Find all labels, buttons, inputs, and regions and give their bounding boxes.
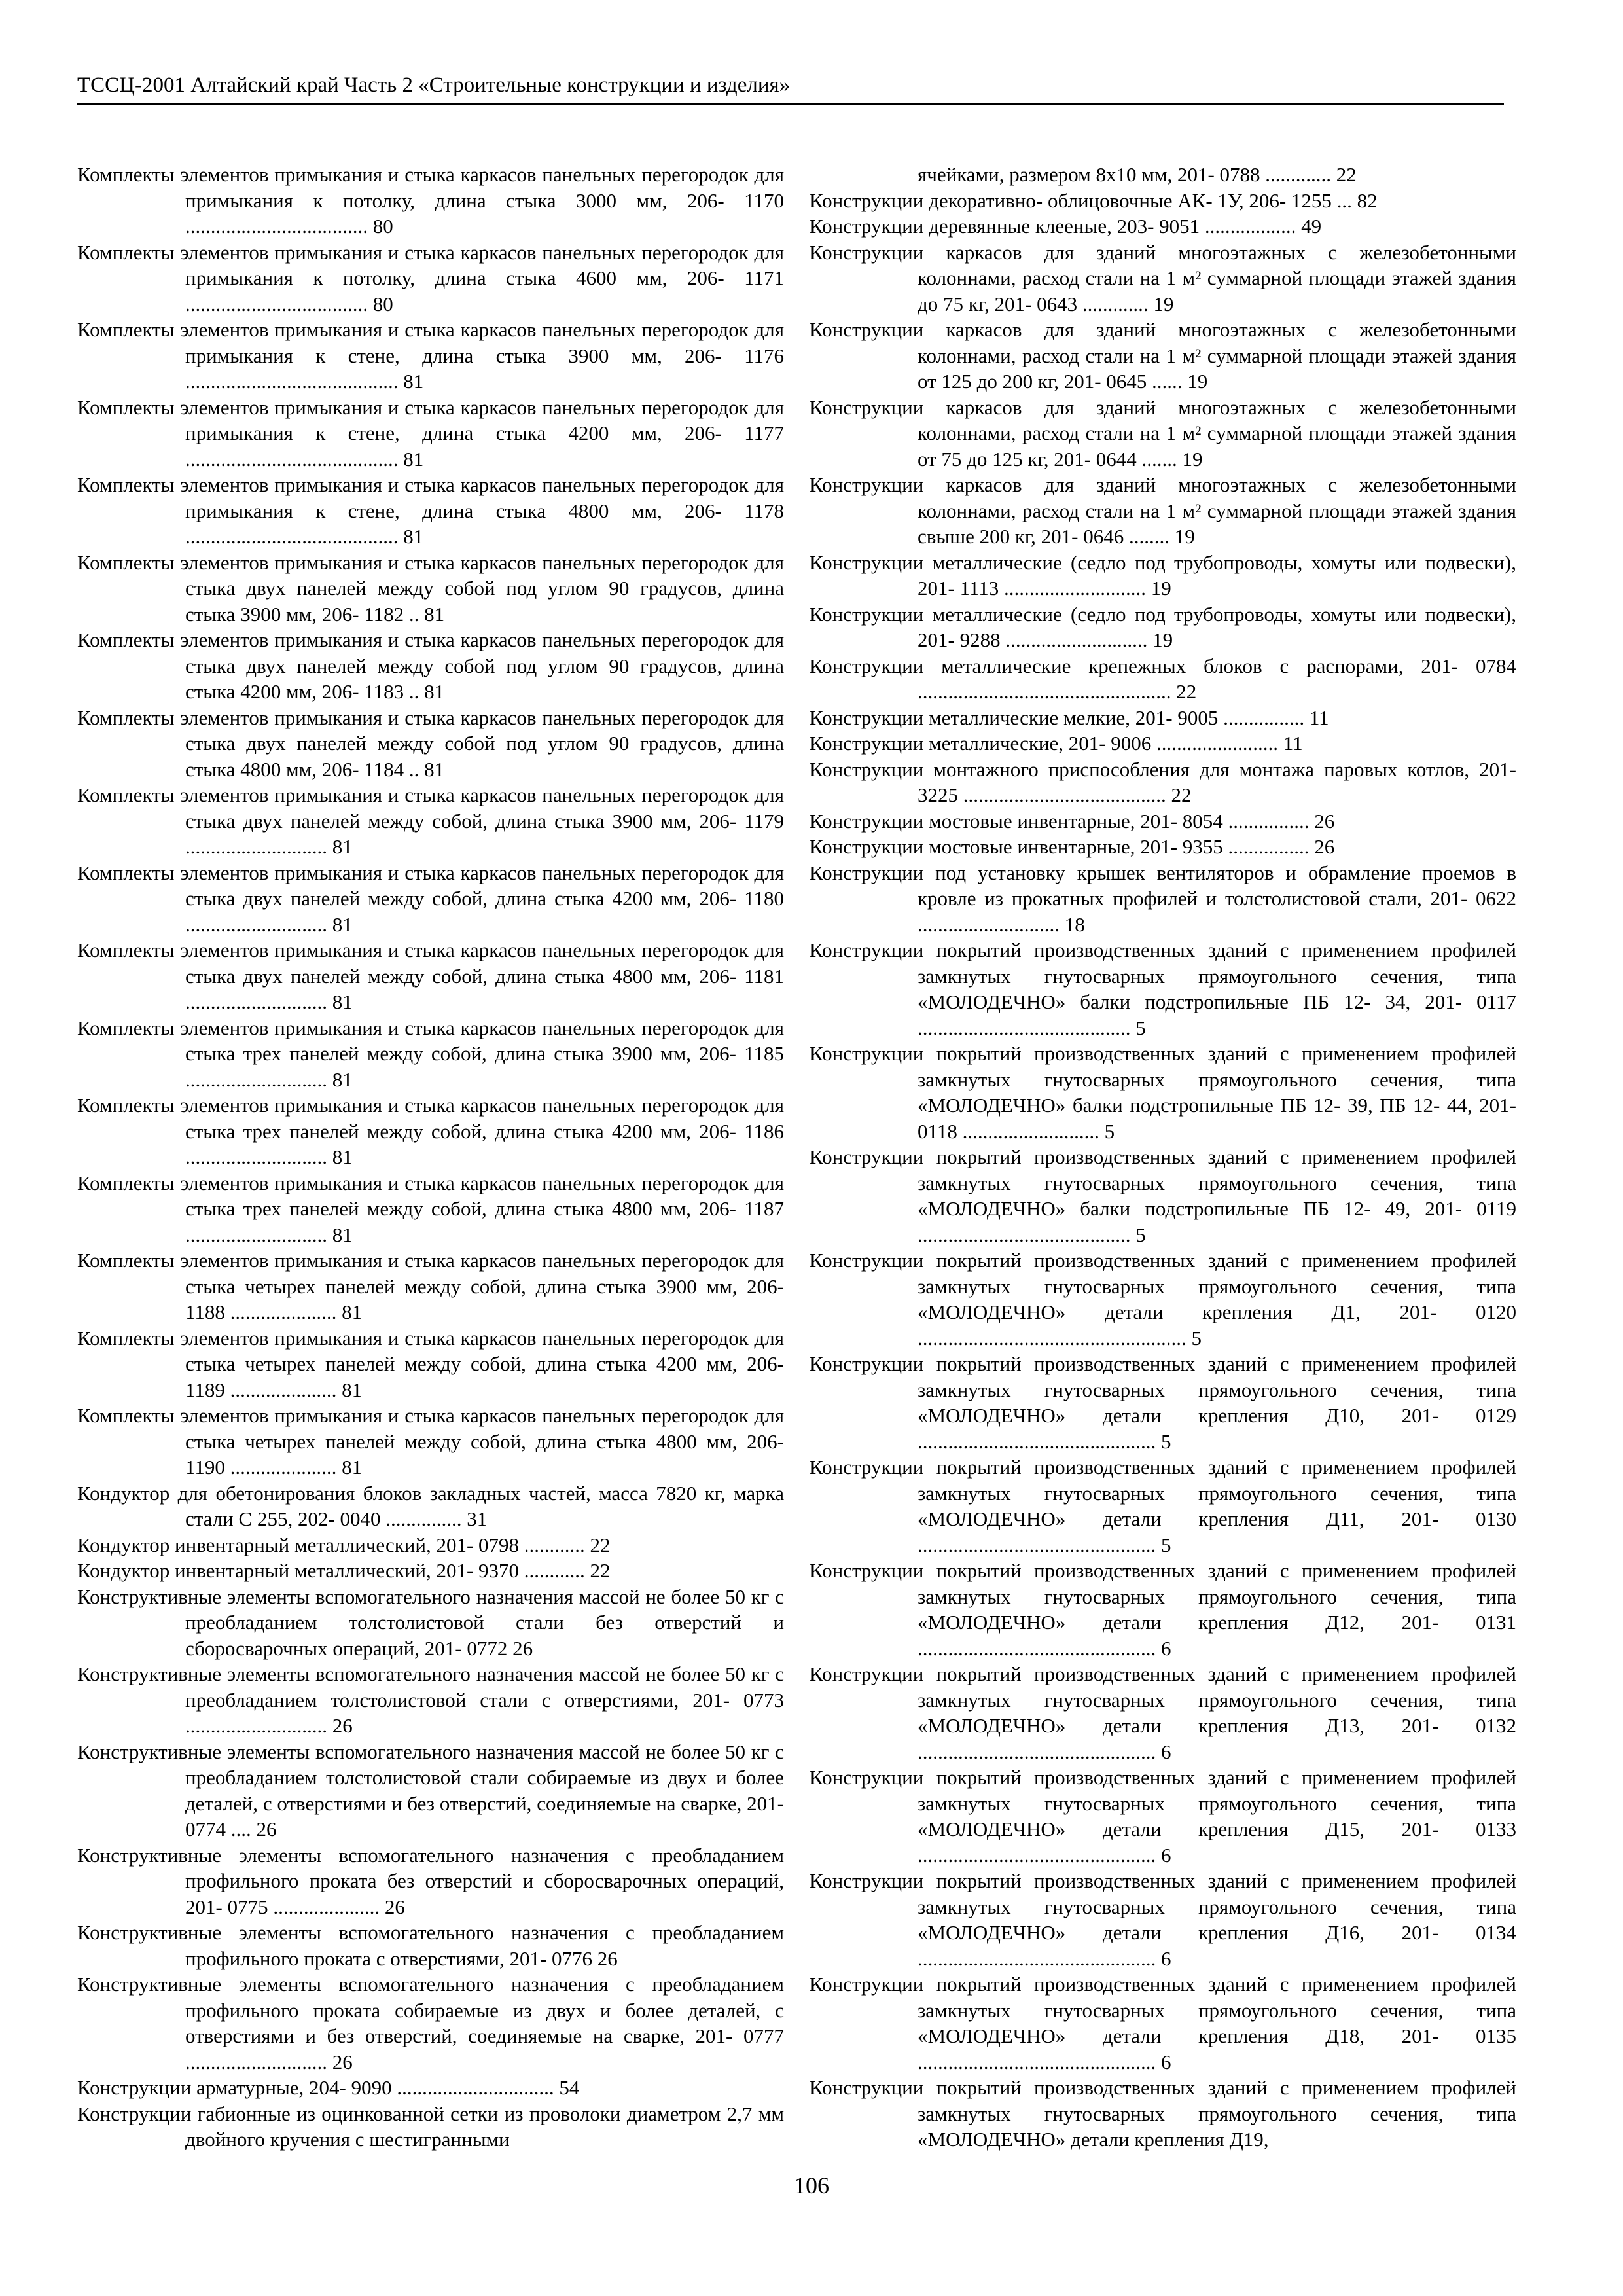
index-entry: Конструкции мостовые инвентарные, 201- 8054 ................ 26 <box>810 809 1335 833</box>
index-entry: Конструкции покрытий производственных зданий с применением профилей замкнутых гнутосварных прямоугольного сечения, типа «МОЛОДЕЧНО» детали крепления Д16, 201- 0134 ............................................... 6 <box>810 1869 1516 1970</box>
index-entry-continuation: ячейками, размером 8х10 мм, 201- 0788 ............. 22 <box>918 163 1357 186</box>
index-entry: Конструкции каркасов для зданий многоэтажных с железобетонными колоннами, расход стали на 1 м² суммарной площади этажей здания от 125 до 200 кг, 201- 0645 ...... 19 <box>810 318 1516 393</box>
page-header <box>77 65 1504 105</box>
index-entry: Конструктивные элементы вспомогательного назначения с преобладанием профильного проката собираемые из двух и более деталей, с отверстиями и без отверстий, соединяемые на сварке, 201- 0777 ............................ 26 <box>77 1973 784 2073</box>
index-entry: Комплекты элементов примыкания и стыка каркасов панельных перегородок для стыка двух панелей между собой, длина стыка 4800 мм, 206- 1181 ............................ 81 <box>77 939 784 1013</box>
index-entry: Конструкции покрытий производственных зданий с применением профилей замкнутых гнутосварных прямоугольного сечения, типа «МОЛОДЕЧНО» детали крепления Д10, 201- 0129 ............................................... 5 <box>810 1352 1516 1453</box>
index-entry: Кондуктор инвентарный металлический, 201- 0798 ............ 22 <box>77 1533 611 1556</box>
index-entry: Конструкции металлические, 201- 9006 ........................ 11 <box>810 732 1303 755</box>
index-entry: Комплекты элементов примыкания и стыка каркасов панельных перегородок для стыка двух панелей между собой под углом 90 градусов, длина стыка 4200 мм, 206- 1183 .. 81 <box>77 628 784 703</box>
index-entry: Кондуктор инвентарный металлический, 201- 9370 ............ 22 <box>77 1559 611 1582</box>
index-entry: Комплекты элементов примыкания и стыка каркасов панельных перегородок для примыкания к потолку, длина стыка 3000 мм, 206- 1170 .................................... 80 <box>77 163 784 238</box>
index-entry: Комплекты элементов примыкания и стыка каркасов панельных перегородок для примыкания к стене, длина стыка 4800 мм, 206- 1178 .......................................... 81 <box>77 473 784 548</box>
index-entry: Конструкции покрытий производственных зданий с применением профилей замкнутых гнутосварных прямоугольного сечения, типа «МОЛОДЕЧНО» балки подстропильные ПБ 12- 34, 201- 0117 .......................................... 5 <box>810 939 1516 1039</box>
index-entry: Комплекты элементов примыкания и стыка каркасов панельных перегородок для стыка двух панелей между собой под углом 90 градусов, длина стыка 3900 мм, 206- 1182 .. 81 <box>77 550 784 626</box>
index-entry: Конструкции декоративно- облицовочные АК- 1У, 206- 1255 ... 82 <box>810 188 1378 212</box>
index-entry: Конструктивные элементы вспомогательного назначения массой не более 50 кг с преобладанием толстолистовой стали с отверстиями, 201- 0773 ............................ 26 <box>77 1662 784 1737</box>
index-column-left <box>77 162 784 2153</box>
index-entry: Конструкции каркасов для зданий многоэтажных с железобетонными колоннами, расход стали на 1 м² суммарной площади этажей здания до 75 кг, 201- 0643 ............. 19 <box>810 240 1516 315</box>
index-entry: Конструкции габионные из оцинкованной сетки из проволоки диаметром 2,7 мм двойного кручения с шестигранными <box>77 2102 784 2151</box>
index-entry: Комплекты элементов примыкания и стыка каркасов панельных перегородок для стыка двух панелей между собой, длина стыка 3900 мм, 206- 1179 ............................ 81 <box>77 783 784 858</box>
index-entry: Конструкции монтажного приспособления для монтажа паровых котлов, 201- 3225 ........................................ 22 <box>810 757 1516 806</box>
index-entry: Комплекты элементов примыкания и стыка каркасов панельных перегородок для стыка четырех панелей между собой, длина стыка 4800 мм, 206- 1190 ..................... 81 <box>77 1404 784 1479</box>
index-entry: Конструкции каркасов для зданий многоэтажных с железобетонными колоннами, расход стали на 1 м² суммарной площади этажей здания от 75 до 125 кг, 201- 0644 ....... 19 <box>810 395 1516 471</box>
index-entry: Комплекты элементов примыкания и стыка каркасов панельных перегородок для примыкания к стене, длина стыка 4200 мм, 206- 1177 .......................................... 81 <box>77 395 784 471</box>
index-entry: Конструкции покрытий производственных зданий с применением профилей замкнутых гнутосварных прямоугольного сечения, типа «МОЛОДЕЧНО» детали крепления Д1, 201- 0120 ..................................................... 5 <box>810 1249 1516 1350</box>
index-entry: Кондуктор для обетонирования блоков закладных частей, масса 7820 кг, марка стали С 255, 202- 0040 ............... 31 <box>77 1481 784 1530</box>
index-entry: Конструктивные элементы вспомогательного назначения массой не более 50 кг с преобладанием толстолистовой стали собираемые из двух и более деталей, с отверстиями и без отверстий, соединяемые на сварке, 201- 0774 .... 26 <box>77 1740 784 1840</box>
index-entry: Конструкции покрытий производственных зданий с применением профилей замкнутых гнутосварных прямоугольного сечения, типа «МОЛОДЕЧНО» детали крепления Д18, 201- 0135 ............................................... 6 <box>810 1973 1516 2073</box>
index-entry: Конструкции покрытий производственных зданий с применением профилей замкнутых гнутосварных прямоугольного сечения, типа «МОЛОДЕЧНО» балки подстропильные ПБ 12- 39, ПБ 12- 44, 201- 0118 ........................... 5 <box>810 1042 1516 1143</box>
index-entry: Конструкции мостовые инвентарные, 201- 9355 ................ 26 <box>810 835 1335 858</box>
index-entry: Конструктивные элементы вспомогательного назначения с преобладанием профильного проката без отверстий и сборосварочных операций, 201- 0775 ..................... 26 <box>77 1843 784 1918</box>
index-entry: Конструкции деревянные клееные, 203- 9051 .................. 49 <box>810 215 1322 238</box>
page-number: 106 <box>794 2172 829 2198</box>
index-entry: Комплекты элементов примыкания и стыка каркасов панельных перегородок для стыка двух панелей между собой под углом 90 градусов, длина стыка 4800 мм, 206- 1184 .. 81 <box>77 706 784 781</box>
index-entry: Конструкции покрытий производственных зданий с применением профилей замкнутых гнутосварных прямоугольного сечения, типа «МОЛОДЕЧНО» детали крепления Д11, 201- 0130 ............................................... 5 <box>810 1456 1516 1556</box>
header-rule <box>77 103 1504 105</box>
index-entry: Комплекты элементов примыкания и стыка каркасов панельных перегородок для стыка четырех панелей между собой, длина стыка 4200 мм, 206- 1189 ..................... 81 <box>77 1326 784 1401</box>
header-title: ТССЦ-2001 Алтайский край Часть 2 «Строительные конструкции и изделия» <box>77 73 791 97</box>
index-entry: Комплекты элементов примыкания и стыка каркасов панельных перегородок для стыка трех панелей между собой, длина стыка 4800 мм, 206- 1187 ............................ 81 <box>77 1171 784 1246</box>
index-entry: Конструкции каркасов для зданий многоэтажных с железобетонными колоннами, расход стали на 1 м² суммарной площади этажей здания свыше 200 кг, 201- 0646 ........ 19 <box>810 473 1516 548</box>
index-entry: Комплекты элементов примыкания и стыка каркасов панельных перегородок для примыкания к стене, длина стыка 3900 мм, 206- 1176 .......................................... 81 <box>77 318 784 393</box>
index-entry: Конструкции покрытий производственных зданий с применением профилей замкнутых гнутосварных прямоугольного сечения, типа «МОЛОДЕЧНО» детали крепления Д15, 201- 0133 ............................................... 6 <box>810 1766 1516 1867</box>
index-entry: Конструкции под установку крышек вентиляторов и обрамление проемов в кровле из прокатных профилей и толстолистовой стали, 201- 0622 ............................ 18 <box>810 861 1516 936</box>
index-entry: Комплекты элементов примыкания и стыка каркасов панельных перегородок для стыка трех панелей между собой, длина стыка 3900 мм, 206- 1185 ............................ 81 <box>77 1016 784 1091</box>
index-column-right <box>810 162 1516 2153</box>
index-entry: Комплекты элементов примыкания и стыка каркасов панельных перегородок для примыкания к потолку, длина стыка 4600 мм, 206- 1171 .................................... 80 <box>77 240 784 315</box>
index-entry: Конструкции металлические (седло под трубопроводы, хомуты или подвески), 201- 1113 ............................ 19 <box>810 550 1516 600</box>
index-entry: Комплекты элементов примыкания и стыка каркасов панельных перегородок для стыка трех панелей между собой, длина стыка 4200 мм, 206- 1186 ............................ 81 <box>77 1094 784 1168</box>
index-entry: Комплекты элементов примыкания и стыка каркасов панельных перегородок для стыка четырех панелей между собой, длина стыка 3900 мм, 206- 1188 ..................... 81 <box>77 1249 784 1323</box>
index-entry: Конструкции металлические (седло под трубопроводы, хомуты или подвески), 201- 9288 ............................ 19 <box>810 602 1516 651</box>
index-entry: Конструкции арматурные, 204- 9090 ............................... 54 <box>77 2076 580 2099</box>
index-entry: Конструктивные элементы вспомогательного назначения с преобладанием профильного проката с отверстиями, 201- 0776 26 <box>77 1921 784 1970</box>
index-entry: Конструкции металлические крепежных блоков с распорами, 201- 0784 .................................................. 22 <box>810 654 1516 703</box>
index-entry: Конструкции покрытий производственных зданий с применением профилей замкнутых гнутосварных прямоугольного сечения, типа «МОЛОДЕЧНО» детали крепления Д12, 201- 0131 ............................................... 6 <box>810 1559 1516 1660</box>
index-entry: Конструкции покрытий производственных зданий с применением профилей замкнутых гнутосварных прямоугольного сечения, типа «МОЛОДЕЧНО» детали крепления Д19, <box>810 2076 1516 2151</box>
index-entry: Конструкции покрытий производственных зданий с применением профилей замкнутых гнутосварных прямоугольного сечения, типа «МОЛОДЕЧНО» детали крепления Д13, 201- 0132 ............................................... 6 <box>810 1662 1516 1763</box>
index-entry: Конструкции металлические мелкие, 201- 9005 ................ 11 <box>810 706 1329 729</box>
index-entry: Конструкции покрытий производственных зданий с применением профилей замкнутых гнутосварных прямоугольного сечения, типа «МОЛОДЕЧНО» балки подстропильные ПБ 12- 49, 201- 0119 .......................................... 5 <box>810 1145 1516 1246</box>
index-entry: Конструктивные элементы вспомогательного назначения массой не более 50 кг с преобладанием толстолистовой стали без отверстий и сборосварочных операций, 201- 0772 26 <box>77 1585 784 1660</box>
index-entry: Комплекты элементов примыкания и стыка каркасов панельных перегородок для стыка двух панелей между собой, длина стыка 4200 мм, 206- 1180 ............................ 81 <box>77 861 784 936</box>
